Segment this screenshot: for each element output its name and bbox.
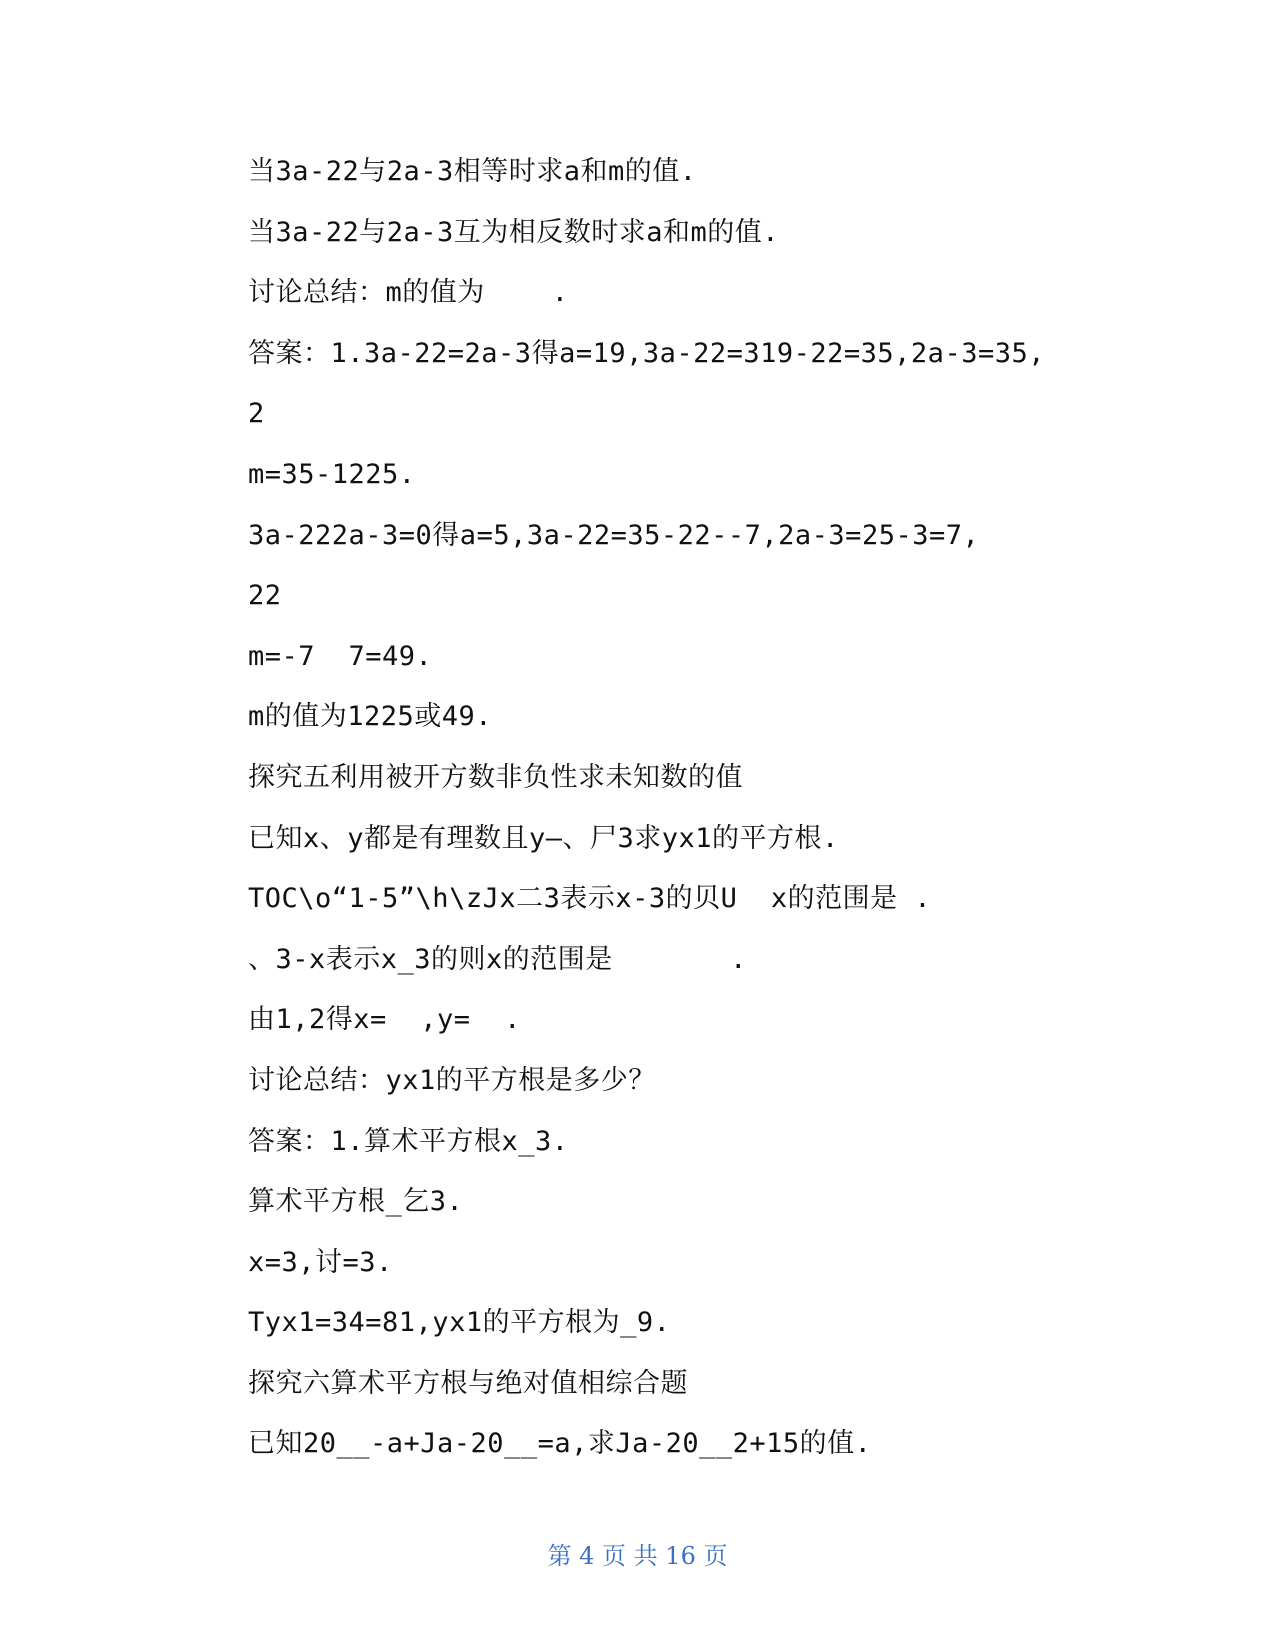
text-line: TOC\o“1-5”\h\zJx二3表示x-3的贝U x的范围是 . [248,883,932,915]
text-line: 、3-x表示x_3的则x的范围是 . [248,943,747,975]
section-heading: 探究六算术平方根与绝对值相综合题 [248,1367,688,1399]
text-line: m=35-1225. [248,458,416,490]
text-line: 已知x、y都是有理数且y—、尸3求yx1的平方根. [248,822,839,854]
text-line: m的值为1225或49. [248,701,493,733]
text-line: 3a-222a-3=0得a=5,3a-22=35-22--7,2a-3=25-3=7, [248,519,980,551]
text-line: 讨论总结：yx1的平方根是多少？ [248,1064,656,1096]
page-footer: 第 4 页 共 16 页 [547,1542,728,1570]
document-body [248,142,1148,1475]
section-heading: 探究五利用被开方数非负性求未知数的值 [248,761,743,793]
text-line: 22 [248,580,282,612]
text-line: Tyx1=34=81,yx1的平方根为_9. [248,1307,671,1339]
text-line: 答案：1.算术平方根x_3. [248,1125,569,1157]
text-line: 由1,2得x= ,y= . [248,1004,521,1036]
text-line: 已知20__-a+Ja-20__=a,求Ja-20__2+15的值. [248,1428,872,1460]
text-line: 答案：1.3a-22=2a-3得a=19,3a-22=319-22=35,2a-3=35, [248,337,1045,369]
text-line: 讨论总结：m的值为 . [248,277,569,309]
text-line: 当3a-22与2a-3互为相反数时求a和m的值. [248,216,780,248]
text-line: 2 [248,398,265,430]
text-line: 算术平方根_乞3. [248,1186,464,1218]
text-line: m=-7 7=49. [248,640,433,672]
text-line: 当3a-22与2a-3相等时求a和m的值. [248,156,697,187]
text-line: x=3,讨=3. [248,1246,393,1278]
